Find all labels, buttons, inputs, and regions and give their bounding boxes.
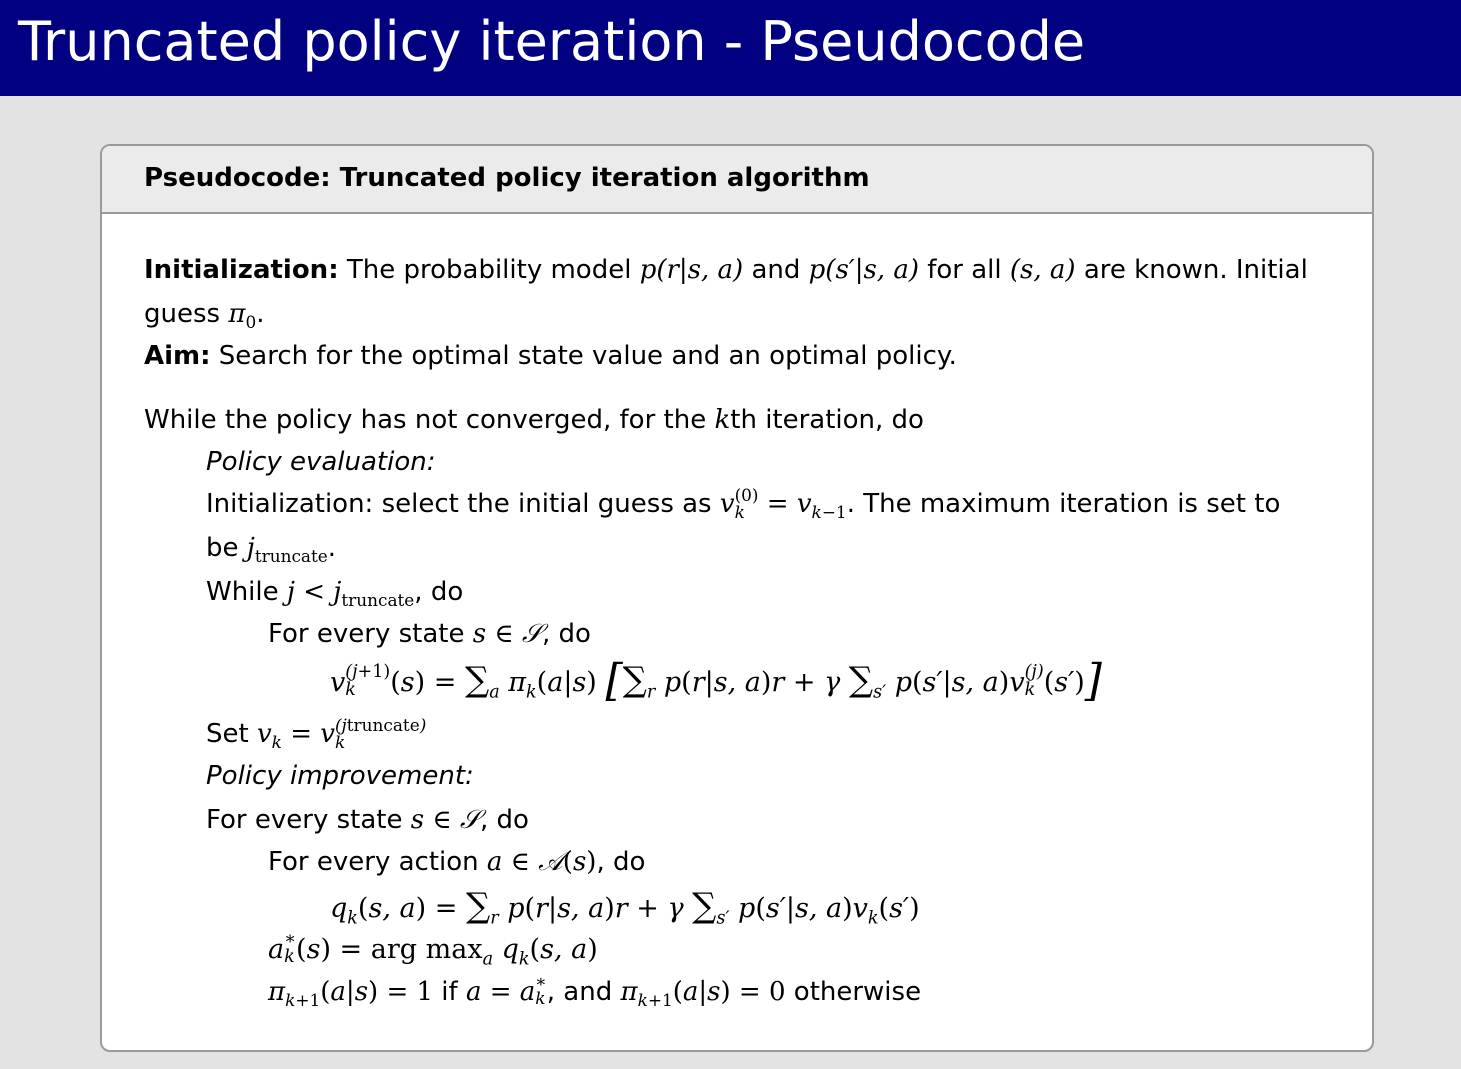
slide-title-bar <box>0 0 1461 96</box>
policy-update-line <box>268 972 921 1020</box>
pe-truncate-line: be $j_{truncate}$. <box>206 533 337 567</box>
pi-for-every-state-do: , do <box>480 805 529 835</box>
initial-guess-line: guess $\pi_0$. <box>144 299 265 333</box>
initialization-known: are known. Initial <box>1083 255 1308 285</box>
pe-max-iteration-text: . The maximum iteration is set to <box>846 489 1281 519</box>
initialization-label: Initialization: <box>144 255 339 285</box>
inner-while-line <box>206 572 463 620</box>
outer-while-text-end: th iteration, do <box>730 405 924 435</box>
pi-for-every-state-text: For every state <box>206 805 403 835</box>
policy-evaluation-heading: Policy evaluation: <box>206 447 436 477</box>
initialization-and: and <box>751 255 801 285</box>
j-truncate-math: $j_{truncate}$ <box>246 533 328 567</box>
state-action-math: (s, a) <box>1009 255 1076 285</box>
outer-while-line <box>144 400 924 440</box>
inner-while-text: While <box>206 577 279 607</box>
pe-initialization-text: Initialization: select the initial guess as <box>206 489 712 519</box>
transition-model-math: p(s′|s, a) <box>808 255 919 285</box>
policy-update-if: if <box>441 977 458 1007</box>
for-every-action-text: For every action <box>268 847 479 877</box>
for-every-state-text: For every state <box>268 619 465 649</box>
pseudocode-block <box>100 144 1374 1052</box>
state-in-S-math: s ∈ 𝒮 <box>472 619 542 649</box>
for-every-state-do: , do <box>542 619 591 649</box>
action-in-A-math: a ∈ 𝒜(s) <box>486 847 597 877</box>
policy-update-math-2: a = a ∗ k <box>465 971 547 1008</box>
q-value-equation: $q_k(s$, $a) = \sum_r$ p(r|s, a)r + γ $\sum_{s'}$ p(s′|s, $a)v_k(s')$ <box>330 886 920 929</box>
aim-line <box>144 336 957 376</box>
greedy-action-equation: a ∗ k (s) = arg $\max_a q_k(s$, a) <box>268 929 598 970</box>
pe-initialization-line <box>206 484 1280 532</box>
outer-while-text: While the policy has not converged, for the <box>144 405 707 435</box>
slide-title: Truncated policy iteration - Pseudocode <box>18 10 1086 73</box>
reward-model-math: p(r|s, a) <box>639 255 744 285</box>
initialization-line <box>144 250 1308 290</box>
policy-update-math-1: $\pi_{k+1}(a|s) = 1$ <box>268 977 434 1011</box>
initial-policy-subscript: 0 <box>245 312 257 333</box>
for-every-action-do: , do <box>596 847 646 877</box>
set-value-math: $v_k = v$ (jtruncate) k <box>256 715 427 753</box>
initialization-text: The probability model <box>346 255 632 285</box>
pseudocode-block-title: Pseudocode: Truncated policy iteration algorithm <box>102 146 1372 214</box>
iteration-k-math: k <box>714 405 731 435</box>
inner-while-do: , do <box>414 577 464 607</box>
policy-update-otherwise: otherwise <box>793 977 922 1007</box>
initial-value-math: v (0) k = $v_{k-1}$ <box>719 485 847 523</box>
aim-text: Search for the optimal state value and an optimal policy. <box>218 341 957 371</box>
policy-update-and: , and <box>546 977 613 1007</box>
set-label: Set <box>206 719 249 749</box>
pe-be-text: be <box>206 533 239 563</box>
for-every-state-line <box>268 614 591 654</box>
value-update-equation: v (j+1) k $(s) = \sum_a$ $\pi_k(a|s)$ [$\sum_r$ p(r|s, a)r + γ $\sum_{s'}$ p(s′|s, a)v (j) k (s′)] <box>330 655 1102 706</box>
pi-state-in-S-math: s ∈ 𝒮 <box>410 805 480 835</box>
initial-guess-text: guess <box>144 299 221 329</box>
policy-improvement-heading: Policy improvement: <box>206 761 474 791</box>
policy-update-math-3: $\pi_{k+1}(a|s) = 0$ <box>620 977 786 1011</box>
j-condition-math: $j < j_{truncate}$ <box>286 577 415 611</box>
initial-policy-symbol: π <box>228 299 246 329</box>
set-value-line <box>206 714 426 762</box>
initial-policy-math <box>228 299 257 333</box>
aim-label: Aim: <box>144 341 211 371</box>
initialization-for-all: for all <box>927 255 1002 285</box>
pi-for-every-state-line <box>206 800 529 840</box>
for-every-action-line <box>268 842 645 882</box>
